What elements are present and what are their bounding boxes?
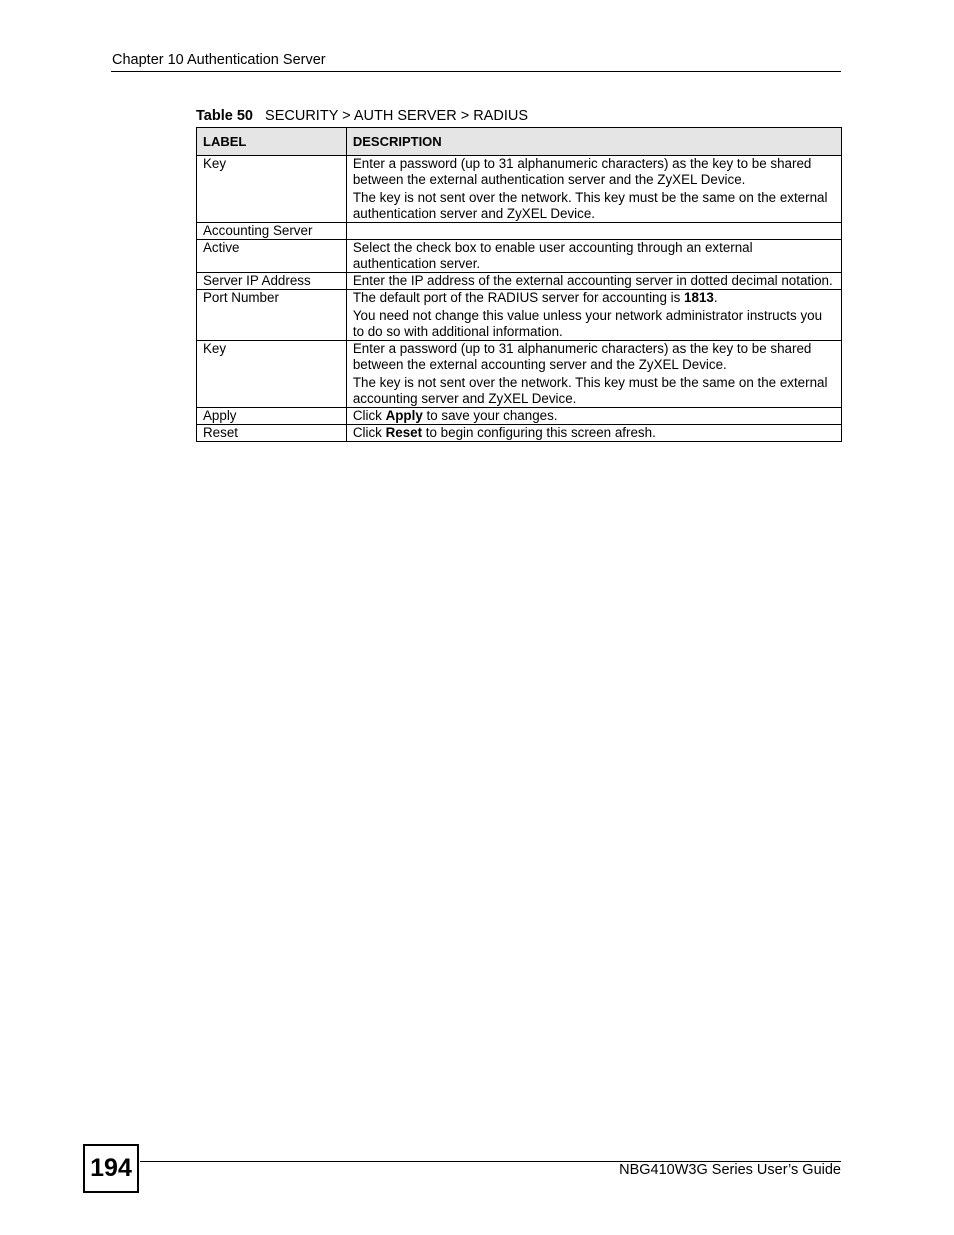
table-row bbox=[197, 240, 842, 273]
row-description bbox=[346, 156, 841, 223]
text-run: Click bbox=[352, 408, 386, 423]
description-paragraph: You need not change this value unless your network administrator instructs you to do so with additional information. bbox=[352, 308, 823, 339]
description-paragraph: Enter a password (up to 31 alphanumeric characters) as the key to be shared between the external accounting server and the ZyXEL Device. bbox=[352, 341, 812, 372]
column-header-label: LABEL bbox=[197, 128, 347, 156]
table-row bbox=[197, 341, 842, 408]
text-run: to save your changes. bbox=[422, 408, 558, 423]
table-row bbox=[197, 425, 842, 442]
table-row bbox=[197, 273, 842, 290]
row-label: Accounting Server bbox=[197, 223, 347, 240]
description-paragraph bbox=[353, 408, 835, 424]
reset-term: Reset bbox=[385, 425, 423, 440]
table-caption bbox=[196, 108, 528, 124]
chapter-header: Chapter 10 Authentication Server bbox=[112, 52, 326, 68]
row-label: Reset bbox=[197, 425, 347, 442]
row-description bbox=[346, 341, 841, 408]
column-header-description: DESCRIPTION bbox=[346, 128, 841, 156]
row-label: Port Number bbox=[197, 290, 347, 341]
table-row bbox=[197, 290, 842, 341]
header-divider bbox=[111, 71, 841, 72]
table-row bbox=[197, 156, 842, 223]
row-description bbox=[346, 223, 841, 240]
table-row bbox=[197, 223, 842, 240]
description-paragraph: The key is not sent over the network. This key must be the same on the external accounting server and ZyXEL Device. bbox=[352, 375, 828, 406]
row-label: Key bbox=[197, 341, 347, 408]
row-description bbox=[346, 240, 841, 273]
description-paragraph: Enter a password (up to 31 alphanumeric characters) as the key to be shared between the external authentication server and the ZyXEL Device. bbox=[352, 156, 812, 187]
text-run: to begin configuring this screen afresh. bbox=[422, 425, 656, 440]
description-paragraph: Enter the IP address of the external accounting server in dotted decimal notation. bbox=[352, 273, 833, 288]
row-description bbox=[346, 408, 841, 425]
row-label: Apply bbox=[197, 408, 347, 425]
table-header-row bbox=[197, 128, 842, 156]
guide-title: NBG410W3G Series User’s Guide bbox=[619, 1162, 841, 1178]
row-description bbox=[346, 273, 841, 290]
description-paragraph bbox=[353, 290, 835, 306]
page-number: 194 bbox=[83, 1144, 139, 1193]
row-label: Active bbox=[197, 240, 347, 273]
apply-term: Apply bbox=[385, 408, 423, 423]
port-value: 1813 bbox=[684, 290, 714, 305]
table-number: Table 50 bbox=[196, 108, 253, 124]
text-run: . bbox=[713, 290, 718, 305]
row-label: Key bbox=[197, 156, 347, 223]
table-title: SECURITY > AUTH SERVER > RADIUS bbox=[265, 108, 529, 124]
text-run: The default port of the RADIUS server for accounting is bbox=[352, 290, 685, 305]
row-description bbox=[346, 425, 841, 442]
description-paragraph: The key is not sent over the network. This key must be the same on the external authentication server and ZyXEL Device. bbox=[352, 190, 828, 221]
radius-settings-table bbox=[196, 127, 842, 442]
description-paragraph bbox=[353, 425, 835, 441]
row-description bbox=[346, 290, 841, 341]
row-label: Server IP Address bbox=[197, 273, 347, 290]
description-paragraph: Select the check box to enable user accounting through an external authentication server. bbox=[352, 240, 753, 271]
text-run: Click bbox=[352, 425, 386, 440]
table-row bbox=[197, 408, 842, 425]
